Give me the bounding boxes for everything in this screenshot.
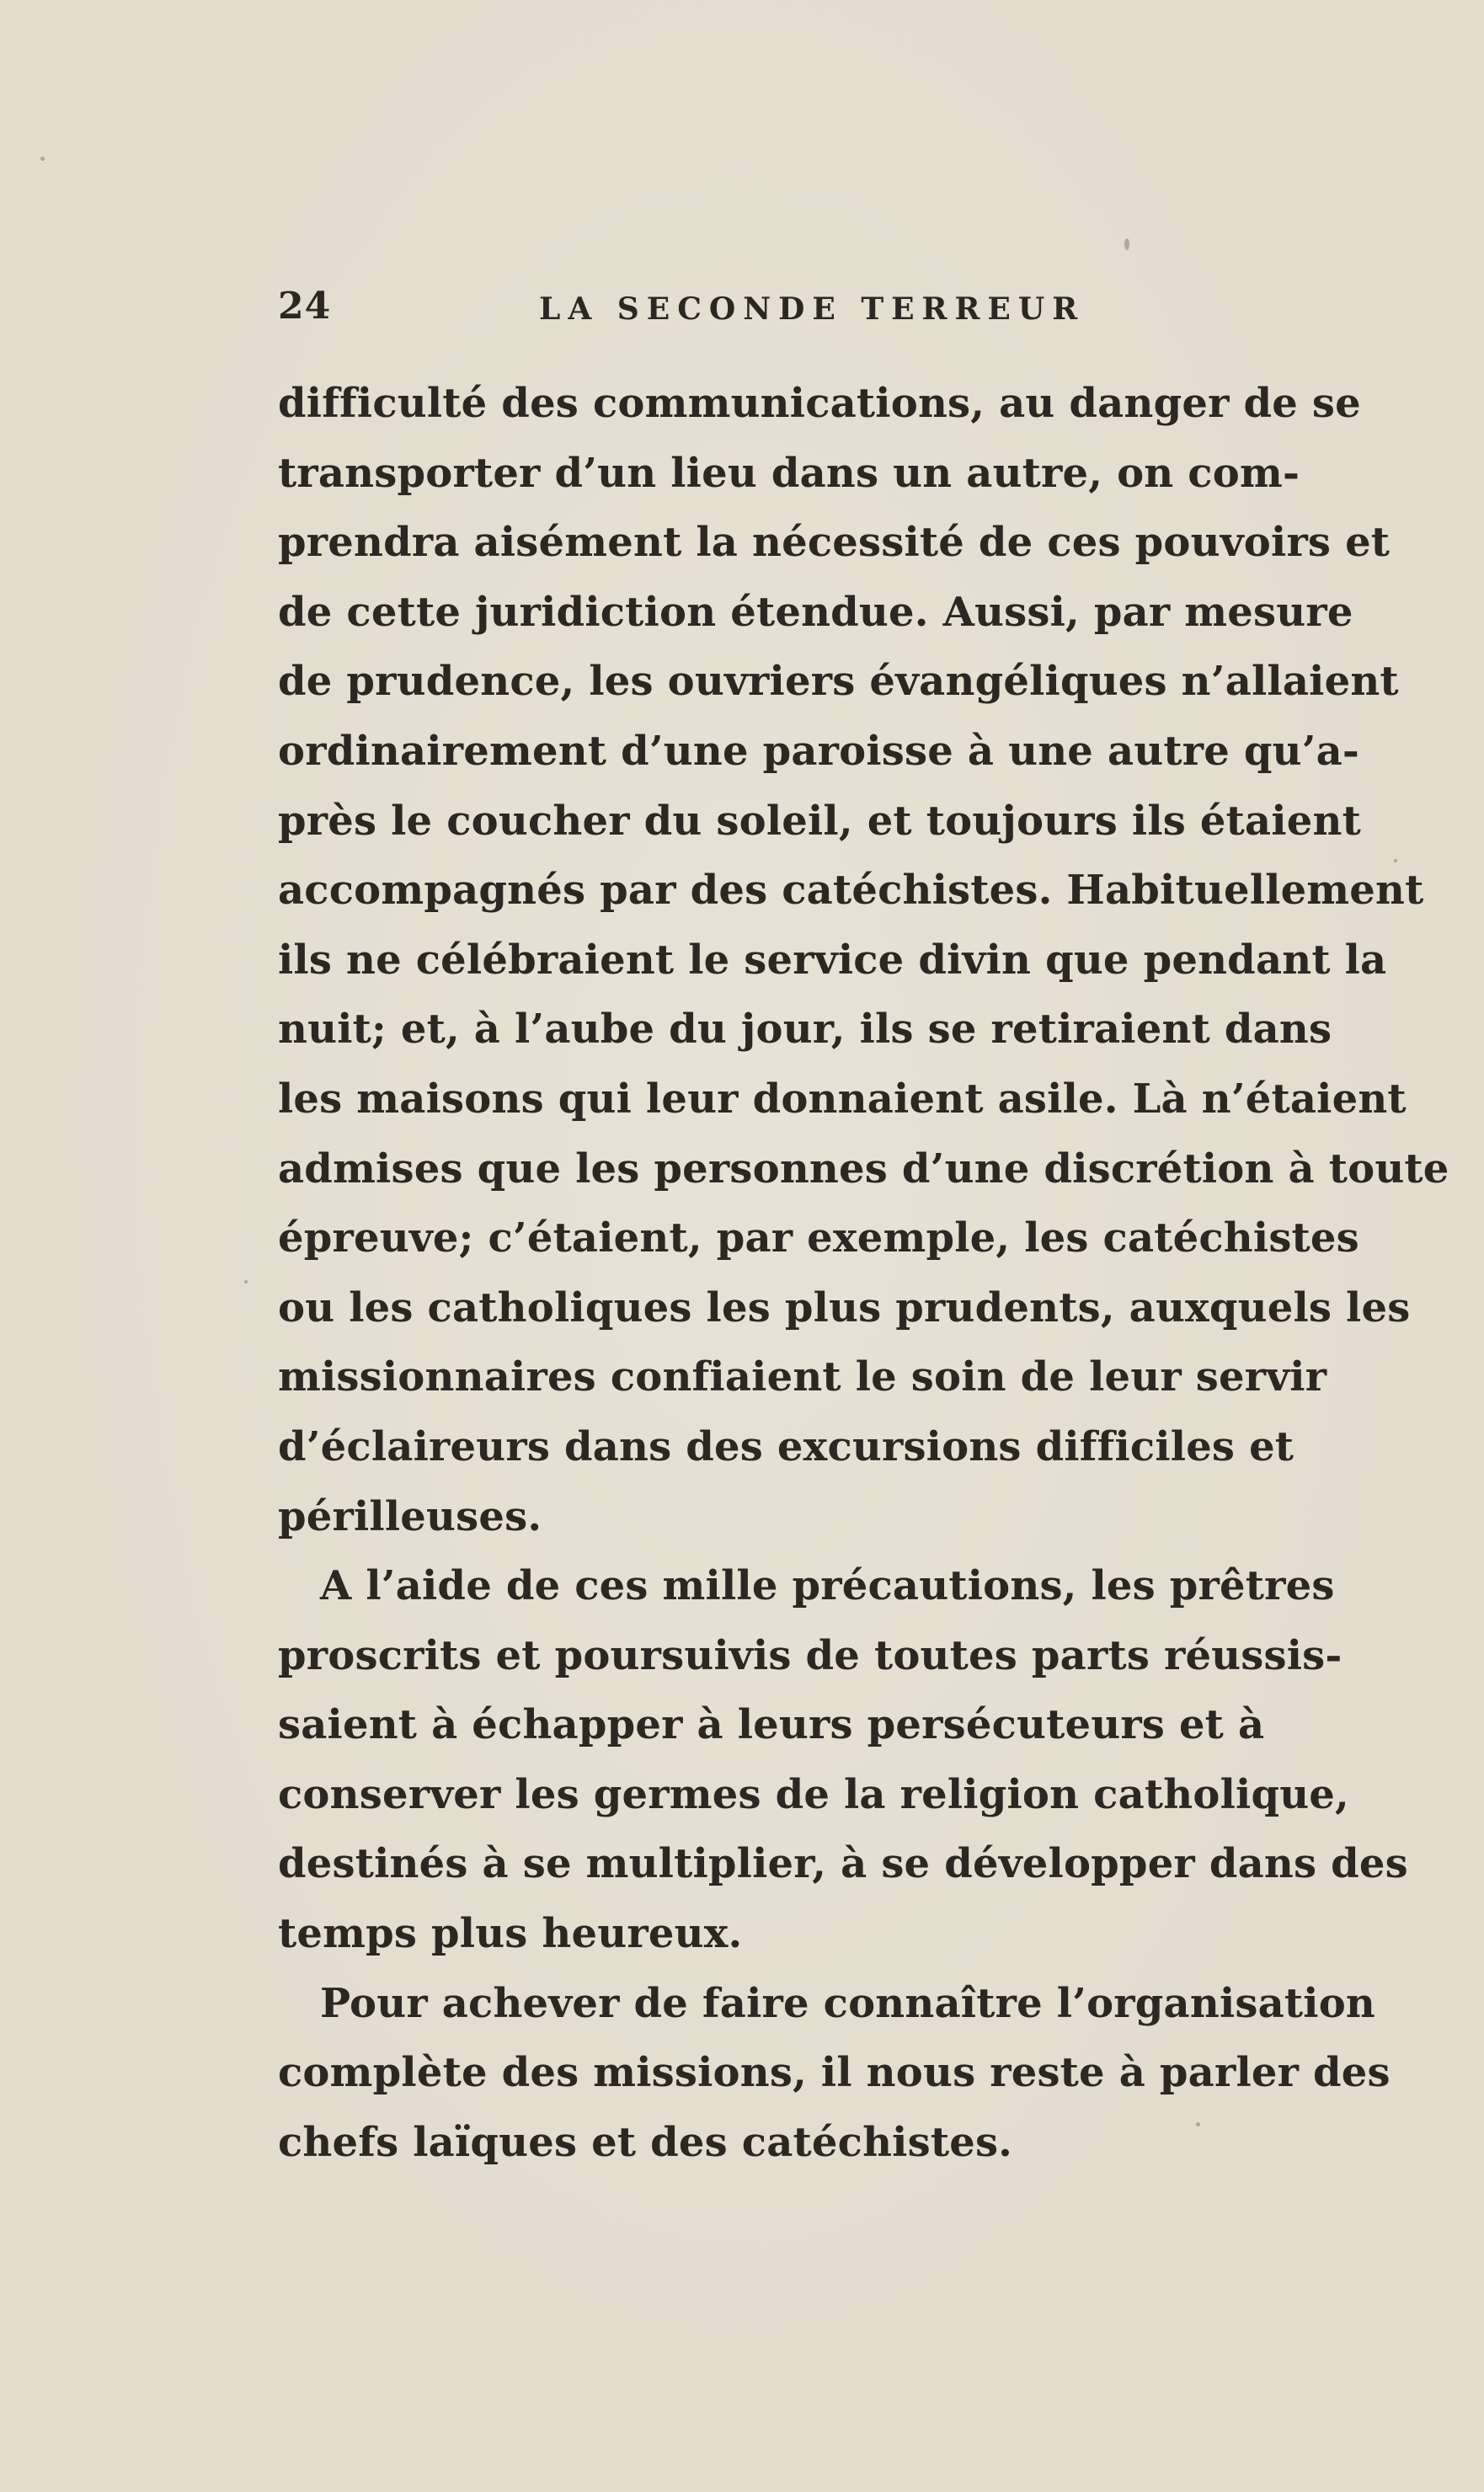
- paper-speck: [1124, 238, 1129, 250]
- paper-speck: [244, 1280, 248, 1283]
- paper-speck: [40, 157, 45, 161]
- paper-speck: [1196, 2122, 1200, 2126]
- text-line: de prudence, les ouvriers évangéliques n’allaient: [278, 658, 1399, 706]
- text-line: ils ne célébraient le service divin que pendant la: [278, 936, 1387, 984]
- text-line: destinés à se multiplier, à se développer dans des: [278, 1840, 1408, 1888]
- text-line: ou les catholiques les plus prudents, auxquels les: [278, 1283, 1411, 1331]
- text-line: missionnaires confiaient le soin de leur servir: [278, 1353, 1327, 1401]
- text-line: épreuve; c’étaient, par exemple, les catéchistes: [278, 1214, 1359, 1262]
- text-line: de cette juridiction étendue. Aussi, par mesure: [278, 588, 1353, 636]
- text-line: saient à échapper à leurs persécuteurs et à: [278, 1701, 1265, 1749]
- text-line: d’éclaireurs dans des excursions difficiles et: [278, 1422, 1294, 1470]
- text-line: chefs laïques et des catéchistes.: [278, 2118, 1013, 2166]
- text-line: conserver les germes de la religion catholique,: [278, 1770, 1349, 1818]
- text-line: difficulté des communications, au danger de se: [278, 380, 1361, 427]
- text-line: accompagnés par des catéchistes. Habituellement: [278, 867, 1424, 915]
- page-number: 24: [278, 285, 332, 328]
- text-line: complète des missions, il nous reste à parler des: [278, 2049, 1391, 2097]
- running-title: LA SECONDE TERREUR: [539, 291, 1086, 327]
- text-line: ordinairement d’une paroisse à une autre qu’a-: [278, 727, 1360, 775]
- text-line: les maisons qui leur donnaient asile. Là n’étaient: [278, 1075, 1407, 1123]
- text-line: près le coucher du soleil, et toujours ils étaient: [278, 797, 1361, 845]
- text-line: périlleuses.: [278, 1492, 542, 1540]
- paragraph-start-line: Pour achever de faire connaître l’organisation: [320, 1979, 1376, 2027]
- paragraph-start-line: A l’aide de ces mille précautions, les prêtres: [320, 1562, 1335, 1610]
- text-line: temps plus heureux.: [278, 1910, 743, 1958]
- paper-speck: [1394, 859, 1397, 862]
- page-header: [278, 285, 1339, 344]
- text-line: nuit; et, à l’aube du jour, ils se retiraient dans: [278, 1006, 1332, 1054]
- text-line: proscrits et poursuivis de toutes parts réussis-: [278, 1631, 1343, 1679]
- text-line: transporter d’un lieu dans un autre, on com-: [278, 449, 1300, 497]
- body-text: [278, 369, 1449, 2177]
- text-line: admises que les personnes d’une discrétion à toute: [278, 1145, 1449, 1193]
- text-line: prendra aisément la nécessité de ces pouvoirs et: [278, 519, 1391, 567]
